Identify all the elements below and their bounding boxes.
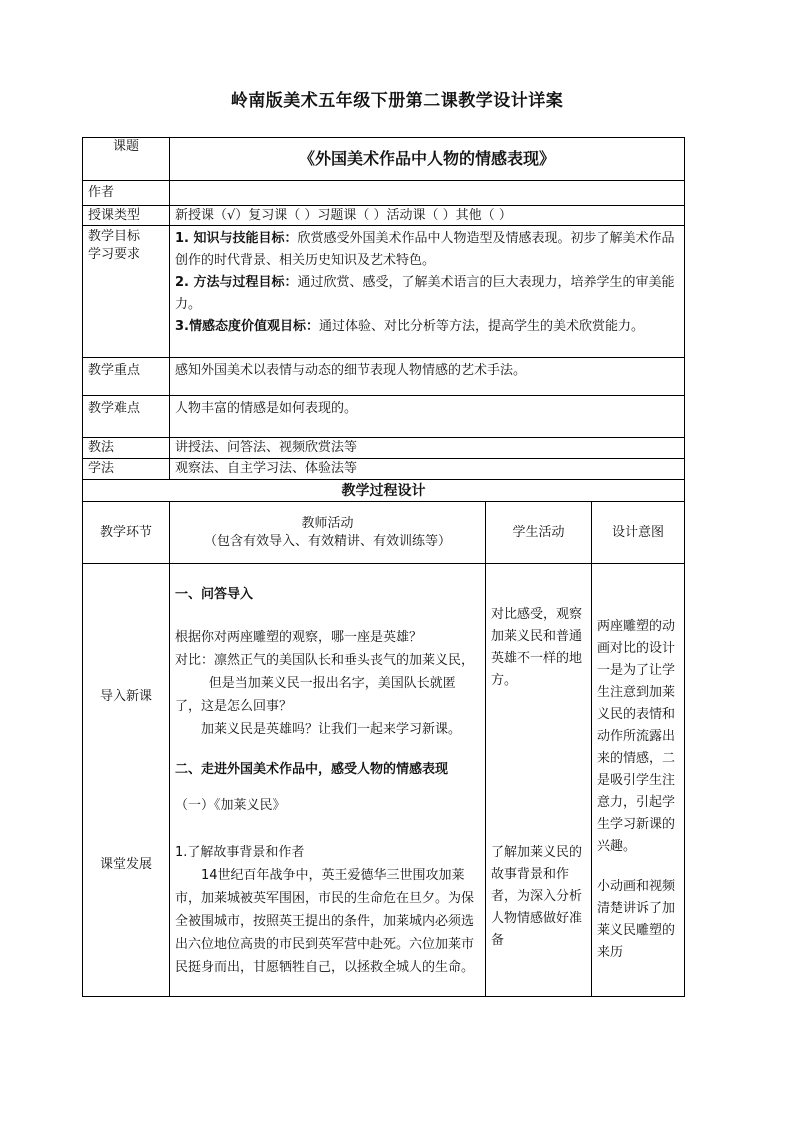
author-value (170, 181, 685, 206)
difficulty-value: 人物丰富的情感是如何表现的。 (170, 396, 685, 438)
document-title: 岭南版美术五年级下册第二课教学设计详案 (230, 91, 564, 111)
row-study-method (83, 459, 685, 480)
student-activity-intro: 对比感受，观察加莱义民和普通英雄不一样的地方。 (491, 607, 583, 688)
goals-label-line1: 教学目标 (88, 229, 141, 244)
teaching-method-label: 教法 (83, 438, 170, 459)
lesson-type-label: 授课类型 (83, 206, 170, 226)
stage-intro: 导入新课 (99, 689, 152, 704)
course-title: 《外国美术作品中人物的情感表现》 (170, 138, 685, 181)
key-point-value: 感知外国美术以表情与动态的细节表现人物情感的艺术手法。 (170, 358, 685, 396)
design-intent-intro: 两座雕塑的动画对比的设计一是为了让学生注意到加莱义民的表情和动作所流露出来的情感，二是吸引学生注意力，引起学生学习新课的兴趣。 (597, 619, 676, 854)
col-stage-header: 教学环节 (83, 502, 170, 564)
artwork-subheading: （一）《加莱义民》 (175, 798, 286, 813)
col-intent-header: 设计意图 (592, 502, 685, 564)
lesson-type-value: 新授课（√）复习课（ ）习题课（ ）活动课（ ）其他（ ） (170, 206, 685, 226)
author-label: 作者 (83, 181, 170, 206)
goal-attitude-text: 通过体验、对比分析等方法，提高学生的美术欣赏能力。 (318, 319, 644, 334)
col-teacher-header (170, 502, 486, 564)
row-process-body (83, 564, 685, 997)
row-process-columns (83, 502, 685, 564)
design-intent-cell (592, 564, 685, 997)
goals-label (83, 226, 170, 358)
development-heading: 二、走进外国美术作品中，感受人物的情感表现 (175, 762, 449, 777)
row-difficulty (83, 396, 685, 438)
goals-label-line2: 学习要求 (88, 247, 141, 262)
col-student-header: 学生活动 (486, 502, 592, 564)
stage-cell (83, 564, 170, 997)
lesson-plan-table (82, 137, 685, 997)
goal-knowledge-text: 欣赏感受外国美术作品中人物造型及情感表现。初步了解美术作品创作的时代背景、相关历史知识及艺术特色。 (175, 231, 675, 268)
study-method-value: 观察法、自主学习法、体验法等 (170, 459, 685, 480)
intro-heading: 一、问答导入 (175, 587, 254, 602)
story-background: 14世纪百年战争中，英王爱德华三世围攻加莱市，加莱城被英军围困，市民的生命危在旦夕。为保全被围城市，按照英王提出的条件，加莱城内必须选出六位地位高贵的市民到英军营中赴死。六位加莱市民挺身而出，甘愿牺牲自己，以拯救全城人的生命。 (175, 868, 475, 975)
key-point-label: 教学重点 (83, 358, 170, 396)
row-topic (83, 138, 685, 181)
topic-label: 课题 (83, 138, 170, 181)
row-teaching-method (83, 438, 685, 459)
row-key-point (83, 358, 685, 396)
goals-content (170, 226, 685, 358)
student-activity-story: 了解加莱义民的故事背景和作者，为深入分析人物情感做好准备 (491, 845, 583, 948)
row-lesson-type (83, 206, 685, 226)
stage-development: 课堂发展 (99, 857, 152, 872)
col-teacher-title: 教师活动 (301, 515, 354, 531)
study-method-label: 学法 (83, 459, 170, 480)
design-intent-story: 小动画和视频清楚讲诉了加莱义民雕塑的来历 (597, 879, 676, 960)
row-author (83, 181, 685, 206)
student-activity-cell (486, 564, 592, 997)
difficulty-label: 教学难点 (83, 396, 170, 438)
process-section-title: 教学过程设计 (83, 480, 685, 502)
row-process-heading (83, 480, 685, 502)
col-teacher-subtitle: （包含有效导入、有效精讲、有效训练等） (203, 533, 451, 549)
intro-twist: 但是当加莱义民一报出名字，美国队长就匿了，这是怎么回事？ (175, 676, 456, 714)
goal-knowledge (175, 228, 679, 272)
goal-method-text: 通过欣赏、感受，了解美术语言的巨大表现力，培养学生的审美能力。 (175, 275, 675, 312)
story-item-heading: 1.了解故事背景和作者 (175, 845, 305, 860)
row-goals (83, 226, 685, 358)
goal-knowledge-label: 1. 知识与技能目标： (175, 231, 298, 246)
intro-question: 根据你对两座雕塑的观察，哪一座是英雄？ (175, 630, 423, 645)
teacher-activity-cell (170, 564, 486, 997)
goal-method (175, 272, 679, 316)
intro-transition: 加莱义民是英雄吗？让我们一起来学习新课。 (201, 722, 462, 737)
intro-compare: 对比：凛然正气的美国队长和垂头丧气的加莱义民， (175, 653, 475, 668)
goal-method-label: 2. 方法与过程目标： (175, 275, 298, 290)
teaching-method-value: 讲授法、问答法、视频欣赏法等 (170, 438, 685, 459)
goal-attitude (175, 316, 679, 338)
goal-attitude-label: 3.情感态度价值观目标： (175, 319, 319, 334)
